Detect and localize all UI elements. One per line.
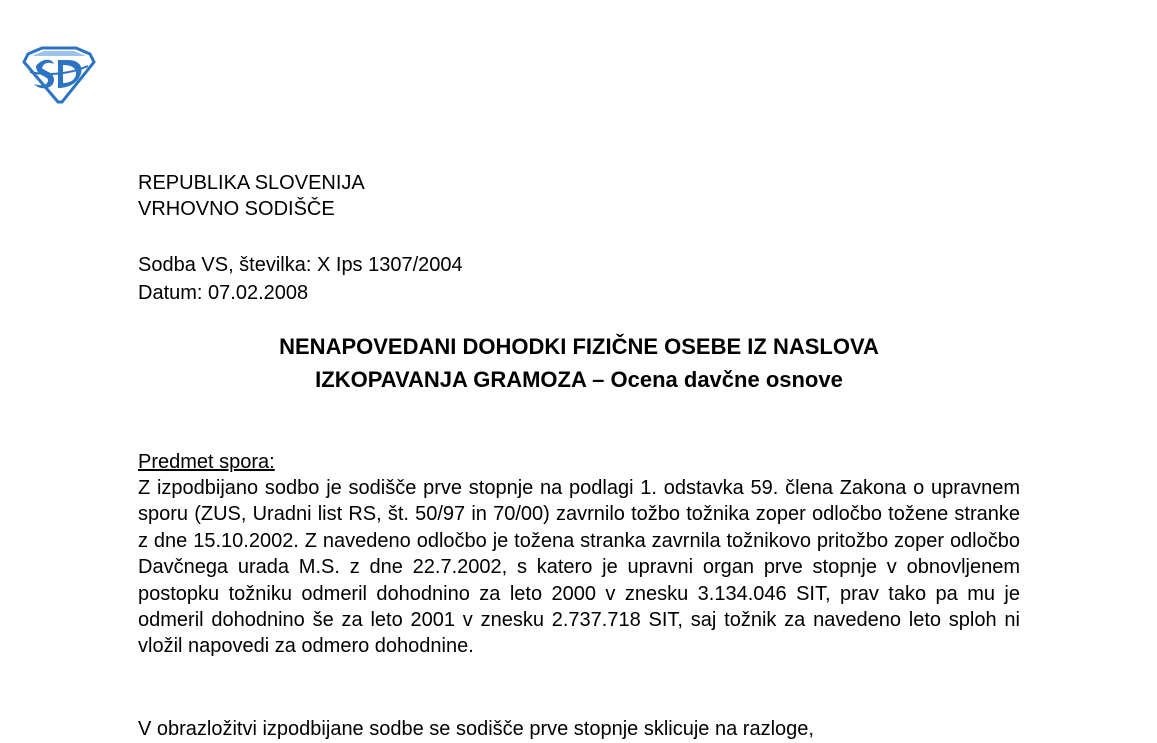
country-line: REPUBLIKA SLOVENIJA bbox=[138, 172, 365, 194]
court-logo-icon bbox=[22, 46, 96, 104]
title-line-1: NENAPOVEDANI DOHODKI FIZIČNE OSEBE IZ NASLOVA bbox=[279, 334, 879, 359]
court-header bbox=[138, 170, 365, 222]
paragraph-2: V obrazložitvi izpodbijane sodbe se sodišče prve stopnje sklicuje na razloge, bbox=[138, 718, 814, 740]
case-number: Sodba VS, številka: X Ips 1307/2004 bbox=[138, 254, 463, 276]
paragraph-1: Z izpodbijano sodbo je sodišče prve stopnje na podlagi 1. odstavka 59. člena Zakona o upravnem sporu (ZUS, Uradni list RS, št. 50/97 in 70/00) zavrnilo tožbo tožnika zoper odločbo tožene stranke z dne 15.10.2002. Z navedeno odločbo je tožena stranka zavrnila tožnikovo pritožbo zoper odločbo Davčnega urada M.S. z dne 22.7.2002, s katero je upravni organ prve stopnje v obnovljenem postopku tožniku odmeril dohodnino za leto 2000 v znesku 3.134.046 SIT, prav tako pa mu je odmeril dohodnino še za leto 2001 v znesku 2.737.718 SIT, saj tožnik za navedeno leto sploh ni vložil napovedi za odmero dohodnine. bbox=[138, 477, 1020, 658]
title-line-2: IZKOPAVANJA GRAMOZA – Ocena davčne osnove bbox=[315, 367, 843, 392]
case-date: Datum: 07.02.2008 bbox=[138, 282, 309, 304]
document-title bbox=[138, 330, 1020, 396]
section-heading: Predmet spora: bbox=[138, 451, 275, 473]
court-name-line: VRHOVNO SODIŠČE bbox=[138, 198, 335, 220]
case-info bbox=[138, 251, 463, 307]
